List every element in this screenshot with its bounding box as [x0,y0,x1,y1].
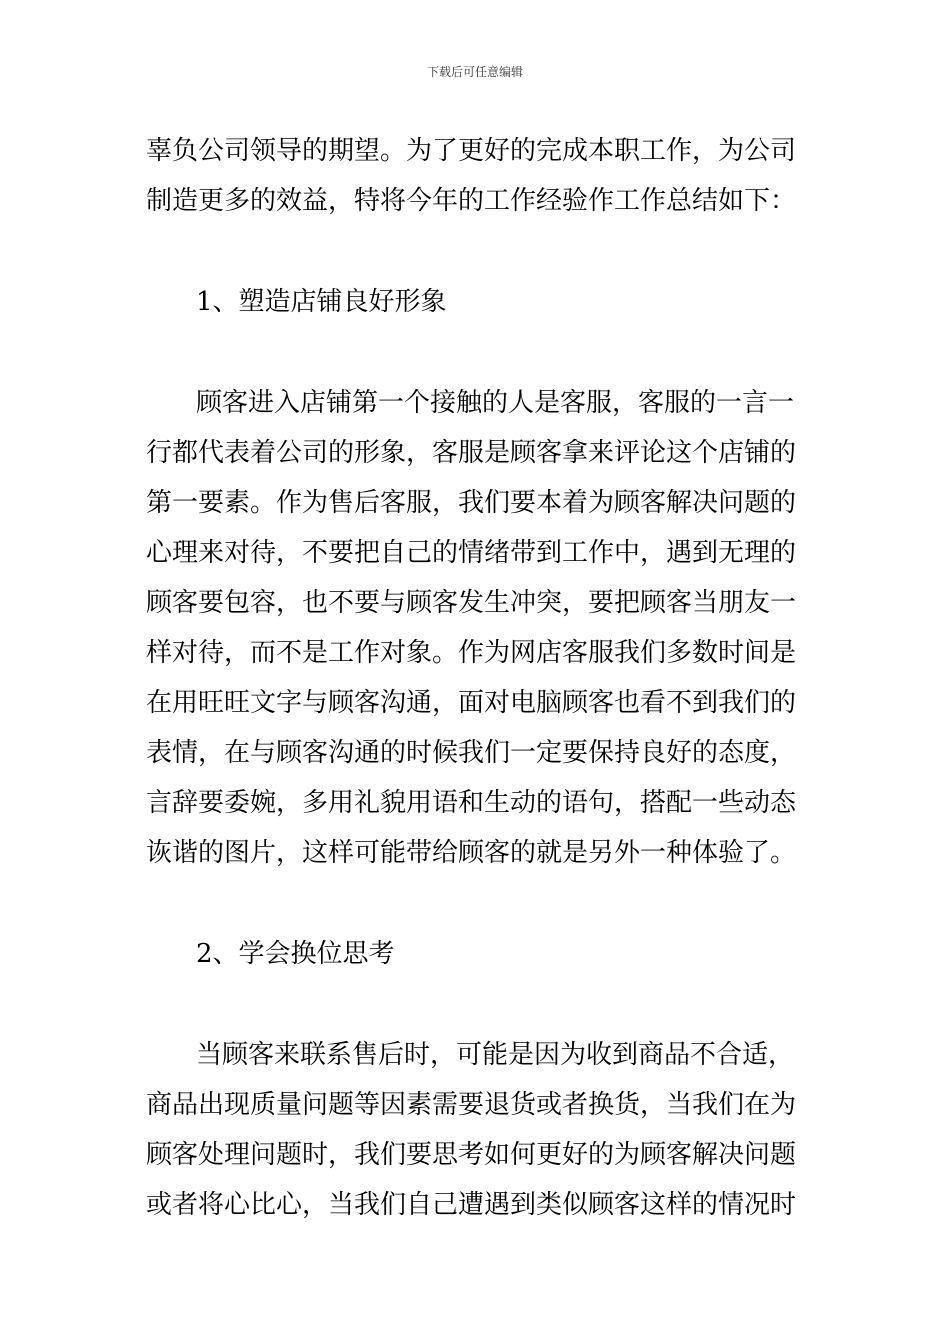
section1-line-4: 心理来对待，不要把自己的情绪带到工作中，遇到无理的 [146,538,797,568]
paragraph-gap [146,327,806,378]
section1-heading: 1、塑造店铺良好形象 [196,287,447,317]
section1-line-10: 诙谐的图片，这样可能带给顾客的就是另外一种体验了。 [146,838,797,868]
section1-line-1: 顾客进入店铺第一个接触的人是客服，客服的一言一 [196,388,795,418]
page-header-note: 下载后可任意编辑 [426,65,523,79]
section2-line-1: 当顾客来联系售后时，可能是因为收到商品不合适， [196,1040,795,1070]
section1-line-9: 言辞要委婉，多用礼貌用语和生动的语句，搭配一些动态 [146,788,797,818]
paragraph-gap [146,878,806,929]
intro-line-2: 制造更多的效益，特将今年的工作经验作工作总结如下： [146,186,797,216]
document-body [146,126,806,1230]
section1-line-8: 表情，在与顾客沟通的时候我们一定要保持良好的态度， [146,738,797,768]
intro-line-1: 辜负公司领导的期望。为了更好的完成本职工作，为公司 [146,136,797,166]
section2-line-2: 商品出现质量问题等因素需要退货或者换货，当我们在为 [146,1090,797,1120]
section1-line-3: 第一要素。作为售后客服，我们要本着为顾客解决问题的 [146,488,797,518]
paragraph-gap [146,979,806,1030]
section2-heading: 2、学会换位思考 [196,939,395,969]
paragraph-gap [146,226,806,277]
section2-line-3: 顾客处理问题时，我们要思考如何更好的为顾客解决问题 [146,1140,797,1170]
section2-line-4: 或者将心比心，当我们自己遭遇到类似顾客这样的情况时 [146,1190,797,1220]
section1-line-2: 行都代表着公司的形象，客服是顾客拿来评论这个店铺的 [146,438,797,468]
section1-line-7: 在用旺旺文字与顾客沟通，面对电脑顾客也看不到我们的 [146,688,797,718]
section1-line-6: 样对待，而不是工作对象。作为网店客服我们多数时间是 [146,638,797,668]
section1-line-5: 顾客要包容，也不要与顾客发生冲突，要把顾客当朋友一 [146,588,797,618]
